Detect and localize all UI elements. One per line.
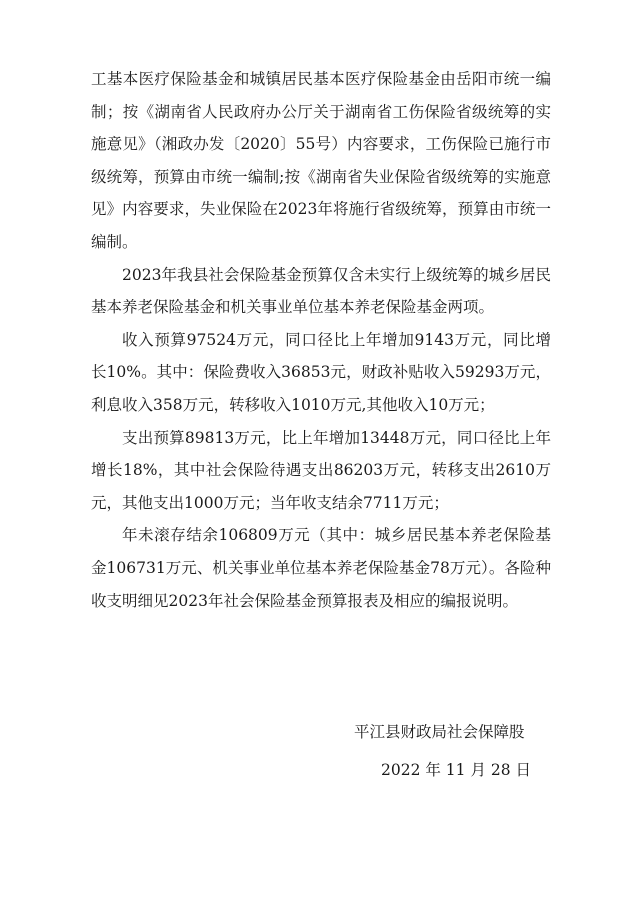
signature-date: 2022 年 11 月 28 日 <box>381 761 532 779</box>
paragraph-year-end-balance: 年未滚存结余106809万元（其中：城乡居民基本养老保险基金106731万元、机关事业单位基本养老保险基金78万元）。各险种收支明细见2023年社会保险基金预算报表及相应的编报说明。 <box>91 526 551 610</box>
document-body <box>91 63 551 617</box>
paragraph-income-budget: 收入预算97524万元，同口径比上年增加9143万元，同比增长10%。其中：保险费收入36853元，财政补贴收入59293万元，利息收入358万元，转移收入1010万元,其他收入10万元； <box>91 330 551 414</box>
signature-department: 平江县财政局社会保障股 <box>354 723 525 741</box>
paragraph-expenditure-budget: 支出预算89813万元，比上年增加13448万元，同口径比上年增长18%，其中社会保险待遇支出86203万元，转移支出2610万元，其他支出1000万元；当年收支结余7711万元； <box>91 428 551 512</box>
paragraph-budget-scope: 2023年我县社会保险基金预算仅含未实行上级统筹的城乡居民基本养老保险基金和机关事业单位基本养老保险基金两项。 <box>91 265 551 317</box>
paragraph-fund-compilation: 工基本医疗保险基金和城镇居民基本医疗保险基金由岳阳市统一编制；按《湖南省人民政府办公厅关于湖南省工伤保险省级统筹的实施意见》（湘政办发〔2020〕55号）内容要求，工伤保险已施行市级统筹，预算由市统一编制;按《湖南省失业保险省级统筹的实施意见》内容要求，失业保险在2023年将施行省级统筹，预算由市统一编制。 <box>91 70 551 251</box>
